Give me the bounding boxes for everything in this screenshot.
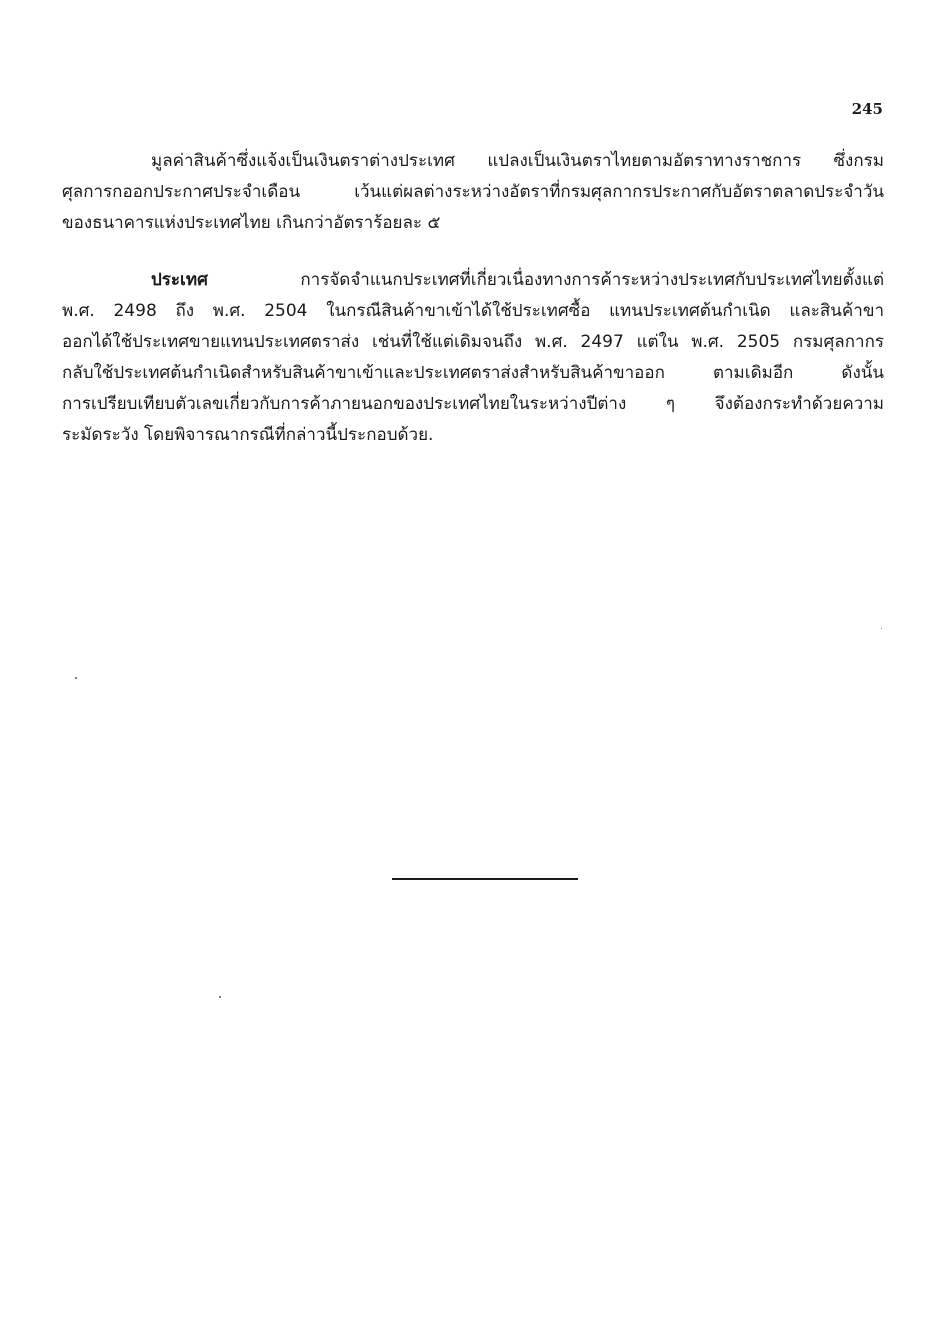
paragraph-country	[62, 265, 884, 451]
paragraph-line: การเปรียบเทียบตัวเลขเกี่ยวกับการค้าภายนอกของประเทศไทยในระหว่างปีต่าง ๆ จึงต้องกระทำด้วยความ	[62, 394, 884, 414]
scan-speck	[881, 628, 882, 629]
definition-text: การจัดจำแนกประเทศที่เกี่ยวเนื่องทางการค้าระหว่างประเทศกับประเทศไทยตั้งแต่	[207, 270, 884, 290]
paragraph-line: ศุลการกออกประกาศประจำเดือน เว้นแต่ผลต่างระหว่างอัตราที่กรมศุลกากรประกาศกับอัตราตลาดประจำวัน	[62, 182, 884, 202]
paragraph-line: มูลค่าสินค้าซึ่งแจ้งเป็นเงินตราต่างประเทศ แปลงเป็นเงินตราไทยตามอัตราทางราชการ ซึ่งกรม	[151, 151, 884, 171]
paragraph-line: ของธนาคารแห่งประเทศไทย เกินกว่าอัตราร้อยละ ๕	[62, 213, 441, 233]
paragraph-line: ระมัดระวัง โดยพิจารณากรณีที่กล่าวนี้ประกอบด้วย.	[62, 425, 434, 445]
paragraph-line: พ.ศ. 2498 ถึง พ.ศ. 2504 ในกรณีสินค้าขาเข้าได้ใช้ประเทศซื้อ แทนประเทศต้นกำเนิด และสินค้าขา	[62, 301, 884, 321]
scan-speck	[75, 677, 77, 679]
paragraph-line	[62, 265, 884, 296]
section-divider	[392, 878, 578, 880]
paragraph-line: กลับใช้ประเทศต้นกำเนิดสำหรับสินค้าขาเข้าและประเทศตราส่งสำหรับสินค้าขาออก ตามเดิมอีก ดังนั้น	[62, 363, 884, 383]
scan-speck	[219, 996, 221, 998]
page-number: 245	[851, 100, 883, 118]
definition-term: ประเทศ	[151, 270, 208, 290]
paragraph-line: ออกได้ใช้ประเทศขายแทนประเทศตราส่ง เช่นที่ใช้แต่เดิมจนถึง พ.ศ. 2497 แต่ใน พ.ศ. 2505 กรมศุลกากร	[62, 332, 884, 352]
paragraph-exchange-rate	[62, 146, 884, 239]
